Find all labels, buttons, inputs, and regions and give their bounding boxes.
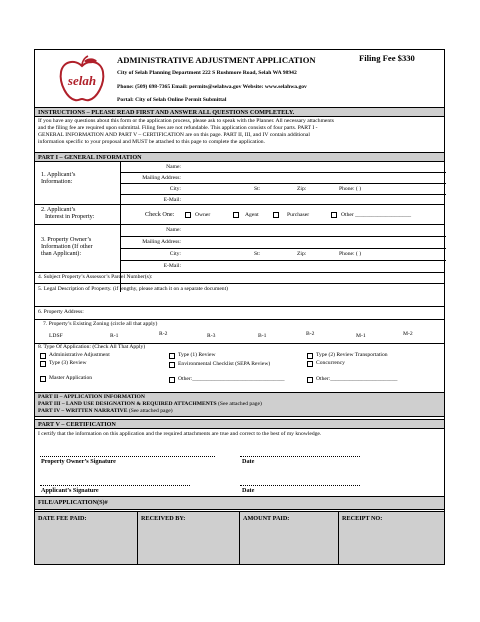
instructions-line: GENERAL INFORMATION AND PART V – CERTIFICATION are on this page. PART II, III, and IV contain additional bbox=[38, 132, 310, 138]
environmental-checklist-option: Environmental Checklist (SEPA Review) bbox=[178, 361, 271, 367]
q1-label: 1. Applicant’s Information: bbox=[41, 171, 76, 186]
file-application-label: FILE/APPLICATION(S)# bbox=[38, 499, 108, 506]
agent-option: Agent bbox=[245, 212, 259, 218]
state-label: St: bbox=[254, 186, 261, 192]
other1-option: Other:_________________________________ bbox=[178, 376, 285, 382]
owner-checkbox[interactable] bbox=[185, 212, 191, 218]
owner-date-line[interactable] bbox=[240, 456, 360, 457]
part5-heading: PART V – CERTIFICATION bbox=[38, 421, 116, 428]
type2-option: Type (2) Review Transportation bbox=[316, 352, 388, 358]
owner-name-label: Name: bbox=[166, 227, 181, 233]
q3-label: 3. Property Owner’s Information (If other than Applicant): bbox=[41, 236, 93, 258]
master-application-checkbox[interactable] bbox=[40, 376, 46, 382]
concurrency-checkbox[interactable] bbox=[307, 361, 313, 367]
phone-label: Phone: ( ) bbox=[339, 186, 362, 192]
legal-description-field[interactable] bbox=[38, 294, 443, 304]
part4-heading: PART IV – WRITTEN NARRATIVE (See attached page) bbox=[38, 408, 173, 414]
owner-email-field[interactable] bbox=[185, 262, 444, 270]
q7-label: 7. Property’s Existing Zoning (circle all that apply) bbox=[43, 321, 158, 327]
part3-heading: PART III – LAND USE DESIGNATION & REQUIRED ATTACHMENTS (See attached page) bbox=[38, 401, 262, 407]
date-fee-paid-label: DATE FEE PAID: bbox=[38, 515, 87, 522]
applicant-date-label: Date bbox=[242, 487, 255, 494]
purchaser-option: Purchaser bbox=[287, 212, 310, 218]
instructions-heading: INSTRUCTIONS – PLEASE READ FIRST AND ANSWER ALL QUESTIONS COMPLETELY. bbox=[38, 109, 295, 116]
environmental-checklist-checkbox[interactable] bbox=[169, 362, 175, 368]
part1-bar bbox=[35, 152, 444, 162]
other-interest-option: Other ____________________ bbox=[341, 212, 412, 218]
owner-date-label: Date bbox=[242, 458, 255, 465]
zoning-m2[interactable]: M-2 bbox=[403, 331, 413, 337]
file-application-bar bbox=[35, 496, 444, 510]
applicant-signature-label: Applicant’s Signature bbox=[41, 487, 99, 494]
city-logo bbox=[53, 54, 111, 104]
form-title: ADMINISTRATIVE ADJUSTMENT APPLICATION bbox=[117, 55, 316, 65]
owner-city-label: City: bbox=[169, 251, 181, 257]
certification-statement: I certify that the information on this application and the required attachments are true and correct to the best of my knowledge. bbox=[38, 431, 322, 437]
applicant-signature-line[interactable] bbox=[40, 485, 190, 486]
zoning-r2[interactable]: R-2 bbox=[159, 331, 168, 337]
zip-label: Zip: bbox=[297, 186, 307, 192]
type2-checkbox[interactable] bbox=[307, 353, 313, 359]
instructions-line: and the filing fee are required upon submittal. Filing fees are not refundable. This application consists of four parts. PART I - bbox=[38, 125, 318, 131]
office-use-area bbox=[35, 512, 444, 564]
q4-label: 4. Subject Property’s Assessor’s Parcel Number(s): bbox=[38, 274, 153, 280]
zoning-b2[interactable]: B-2 bbox=[306, 331, 315, 337]
applicant-date-line[interactable] bbox=[240, 485, 360, 486]
applicant-email-field[interactable] bbox=[185, 196, 444, 204]
owner-zip-label: Zip: bbox=[297, 251, 307, 257]
name-label: Name: bbox=[166, 164, 181, 170]
type3-option: Type (3) Review bbox=[49, 360, 87, 366]
contact-line: Phone: (509) 698-7365 Email: permits@selahwa.gov Website: www.selahwa.gov bbox=[117, 84, 307, 90]
part2-heading: PART II – APPLICATION INFORMATION bbox=[38, 394, 145, 400]
agent-checkbox[interactable] bbox=[233, 212, 239, 218]
parts-2-4-bar bbox=[35, 392, 444, 417]
other2-option: Other:________________________ bbox=[316, 376, 398, 382]
owner-option: Owner bbox=[195, 212, 211, 218]
q5-label: 5. Legal Description of Property. (if lengthy, please attach it on a separate document) bbox=[38, 286, 229, 292]
received-by-label: RECEIVED BY: bbox=[141, 515, 186, 522]
q6-label: 6. Property Address: bbox=[38, 309, 84, 315]
part5-bar bbox=[35, 419, 444, 429]
zoning-b1[interactable]: B-1 bbox=[258, 333, 267, 339]
concurrency-option: Concurrency bbox=[316, 360, 345, 366]
owner-mailing-field[interactable] bbox=[185, 238, 444, 246]
filing-fee: Filing Fee $330 bbox=[359, 53, 415, 63]
zoning-ldsf[interactable]: LDSF bbox=[49, 333, 63, 339]
city-label: City: bbox=[169, 186, 181, 192]
type3-checkbox[interactable] bbox=[40, 361, 46, 367]
property-address-field[interactable] bbox=[105, 308, 443, 316]
owner-phone-label: Phone: ( ) bbox=[339, 251, 362, 257]
type1-checkbox[interactable] bbox=[169, 353, 175, 359]
email-label: E-Mail: bbox=[163, 197, 181, 203]
instructions-bar bbox=[35, 107, 444, 117]
zoning-r3[interactable]: R-3 bbox=[207, 333, 216, 339]
instructions-line: information specific to your proposal and MUST be attached to this page to complete the application. bbox=[38, 139, 266, 145]
applicant-mailing-field[interactable] bbox=[185, 174, 444, 182]
q8-label: 8. Type Of Application: (Check All That Apply) bbox=[38, 344, 146, 350]
purchaser-checkbox[interactable] bbox=[273, 212, 279, 218]
owner-name-field[interactable] bbox=[185, 226, 444, 234]
owner-email-label: E-Mail: bbox=[163, 263, 181, 269]
other1-checkbox[interactable] bbox=[169, 377, 175, 383]
mailing-label: Mailing Address: bbox=[142, 175, 181, 181]
check-one-label: Check One: bbox=[145, 211, 175, 218]
receipt-no-label: RECEIPT NO: bbox=[342, 515, 383, 522]
q2-label: 2. Applicant’s Interest in Property: bbox=[41, 206, 95, 221]
portal-line: Portal: City of Selah Online Permit Submittal bbox=[117, 97, 227, 103]
part1-heading: PART I – GENERAL INFORMATION bbox=[38, 154, 142, 161]
amount-paid-label: AMOUNT PAID: bbox=[243, 515, 290, 522]
apple-logo-icon bbox=[53, 54, 111, 104]
parcel-number-field[interactable] bbox=[215, 273, 444, 281]
zoning-m1[interactable]: M-1 bbox=[356, 333, 366, 339]
admin-adjustment-checkbox[interactable] bbox=[40, 353, 46, 359]
department-address: City of Selah Planning Department 222 S Rushmore Road, Selah WA 98942 bbox=[117, 70, 297, 76]
other2-checkbox[interactable] bbox=[307, 377, 313, 383]
instructions-line: If you have any questions about this form or the application process, please ask to speak with the Planner. All necessary attachments bbox=[38, 118, 334, 124]
type1-option: Type (1) Review bbox=[178, 352, 216, 358]
other-interest-checkbox[interactable] bbox=[331, 212, 337, 218]
admin-adjustment-option: Administrative Adjustment bbox=[49, 352, 110, 358]
owner-state-label: St: bbox=[254, 251, 261, 257]
zoning-r1[interactable]: R-1 bbox=[110, 333, 119, 339]
svg-text:selah: selah bbox=[67, 73, 97, 88]
owner-signature-label: Property Owner’s Signature bbox=[41, 458, 116, 465]
owner-signature-line[interactable] bbox=[40, 456, 215, 457]
application-form bbox=[34, 49, 445, 565]
master-application-option: Master Application bbox=[49, 375, 93, 381]
owner-mailing-label: Mailing Address: bbox=[142, 239, 181, 245]
applicant-name-field[interactable] bbox=[185, 163, 444, 171]
